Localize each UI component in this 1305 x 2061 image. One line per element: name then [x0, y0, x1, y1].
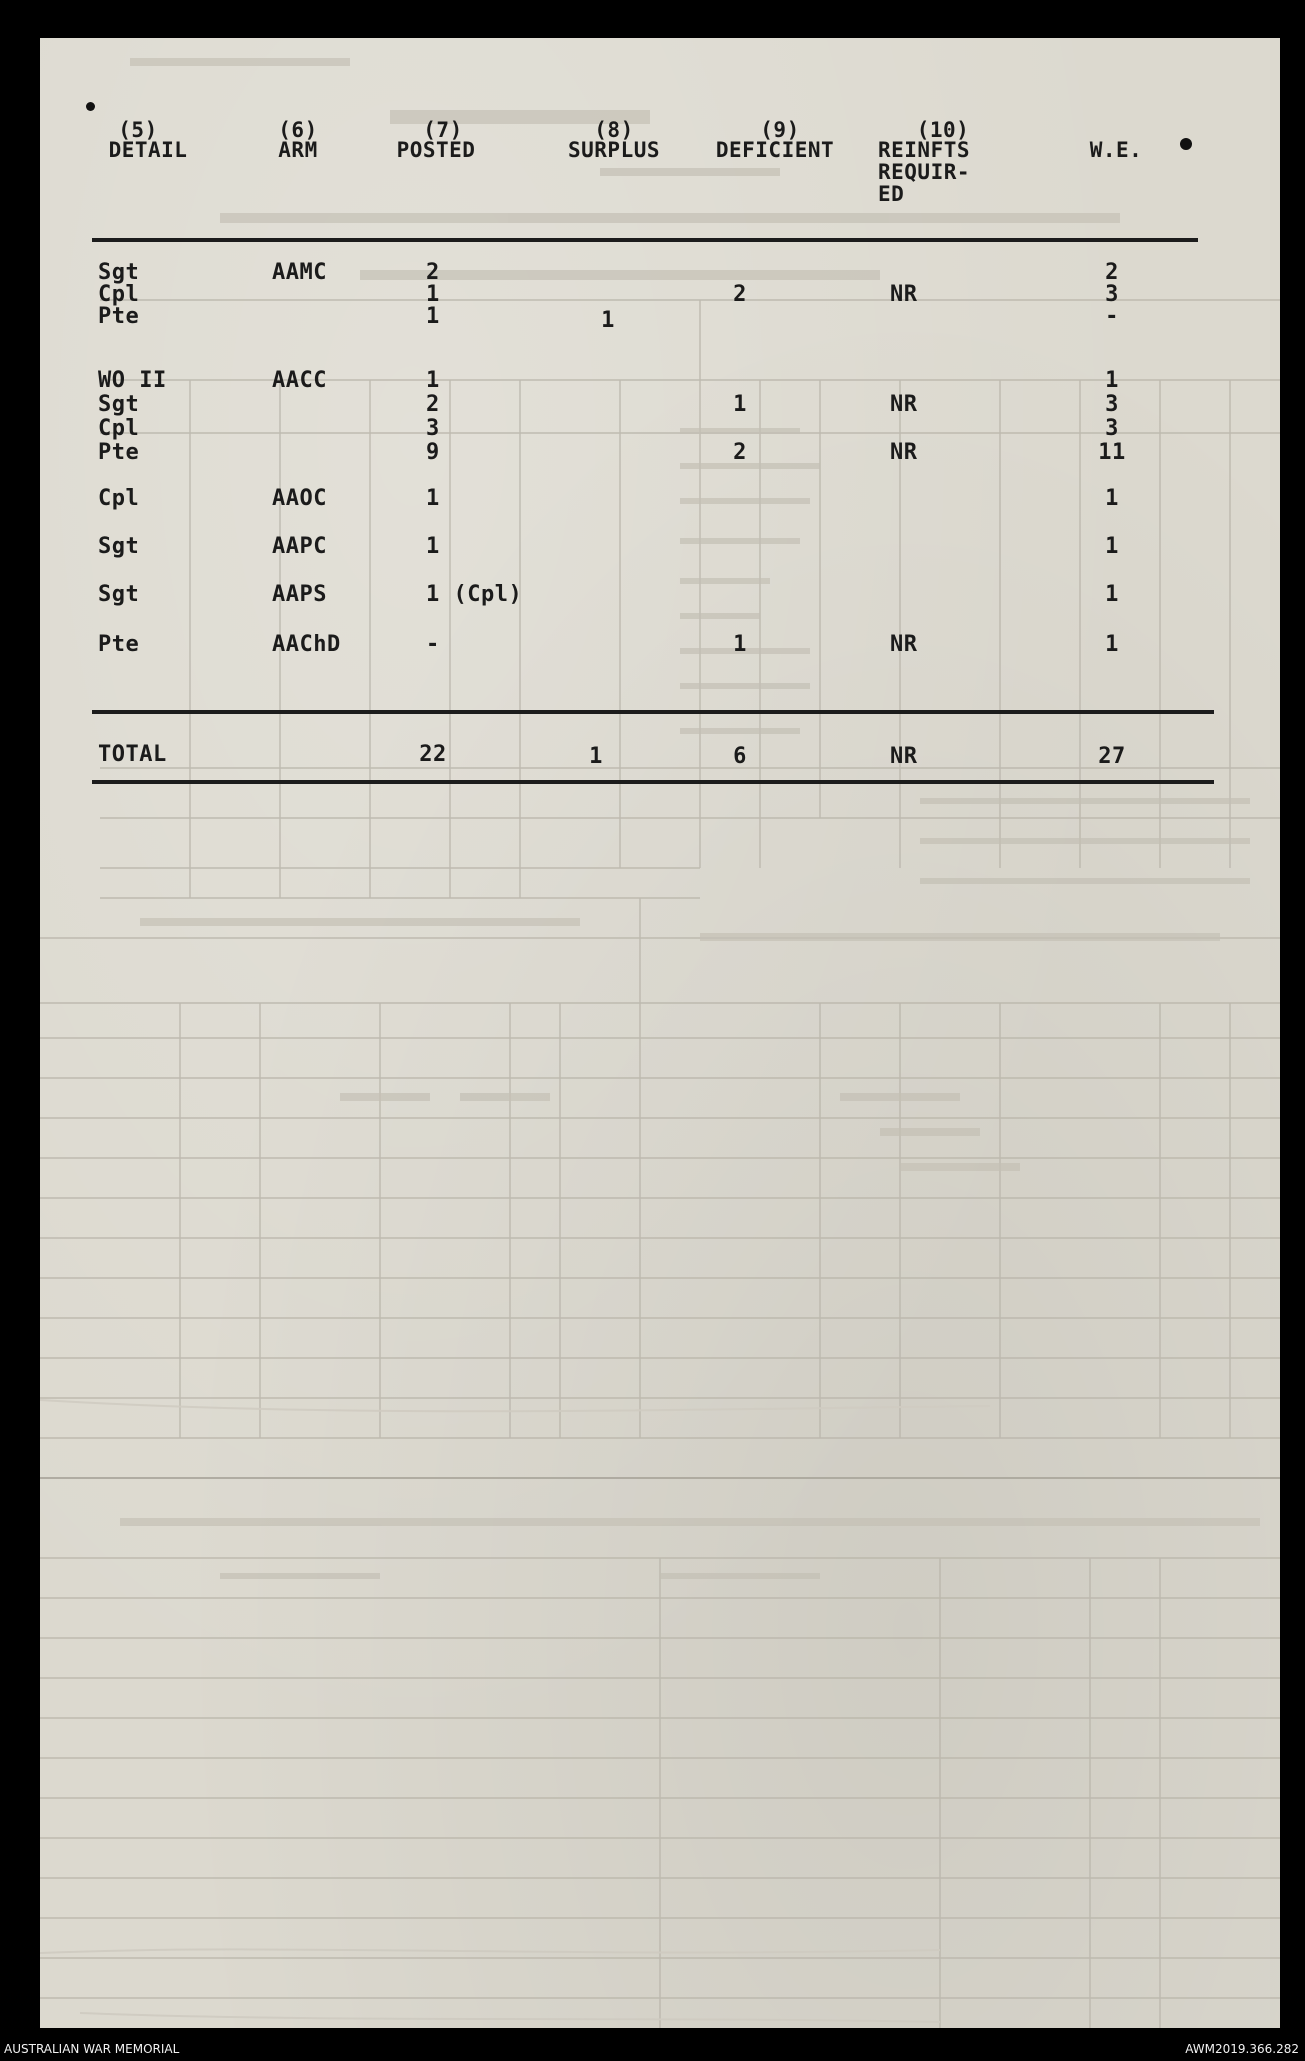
- col8-number: (8): [594, 118, 634, 142]
- row-3-surplus-cell: 1: [601, 308, 615, 333]
- row-4-detail-cell: WO II: [98, 368, 167, 393]
- row-3-posted-cell: 1: [426, 304, 440, 329]
- row-11-reinfts-cell: NR: [890, 632, 918, 657]
- col7-number: (7): [423, 118, 463, 142]
- row-7-deficient-cell: 2: [733, 440, 747, 465]
- col8-header: SURPLUS: [567, 138, 661, 162]
- total-reinfts: NR: [890, 744, 918, 769]
- row-5-we-cell: 3: [1105, 392, 1119, 417]
- total-label: TOTAL: [98, 742, 167, 767]
- row-8-detail-cell: Cpl: [98, 486, 140, 511]
- total-posted: 22: [419, 742, 447, 767]
- row-7-reinfts-cell: NR: [890, 440, 918, 465]
- row-5-reinfts-cell: NR: [890, 392, 918, 417]
- show-through-form-ghost: [40, 38, 1280, 2028]
- row-9-arm-cell: AAPC: [272, 534, 327, 559]
- row-10-posted-cell: 1 (Cpl): [426, 582, 523, 607]
- row-2-reinfts-cell: NR: [890, 282, 918, 307]
- col9-number: (9): [760, 118, 800, 142]
- header-rule: [92, 238, 1198, 242]
- row-11-posted-cell: -: [426, 632, 440, 657]
- col6-header: ARM: [278, 138, 318, 162]
- punch-hole-left: [86, 102, 95, 111]
- row-5-posted-cell: 2: [426, 392, 440, 417]
- row-4-arm-cell: AACC: [272, 368, 327, 393]
- row-8-we-cell: 1: [1105, 486, 1119, 511]
- document-sheet: [40, 38, 1280, 2028]
- row-6-we-cell: 3: [1105, 416, 1119, 441]
- footer-accession-number: AWM2019.366.282: [1185, 2042, 1299, 2056]
- punch-hole-right: [1180, 138, 1192, 150]
- row-8-posted-cell: 1: [426, 486, 440, 511]
- row-6-posted-cell: 3: [426, 416, 440, 441]
- total-surplus: 1: [589, 744, 603, 769]
- row-8-arm-cell: AAOC: [272, 486, 327, 511]
- col9-header: DEFICIENT: [715, 138, 835, 162]
- col7-header: POSTED: [396, 138, 476, 162]
- total-top-rule: [92, 710, 1214, 714]
- row-3-we-cell: -: [1105, 304, 1119, 329]
- row-9-detail-cell: Sgt: [98, 534, 140, 559]
- row-1-detail-cell: Sgt: [98, 260, 140, 285]
- col10-number: (10): [916, 118, 970, 142]
- row-6-detail-cell: Cpl: [98, 416, 140, 441]
- col5-header: DETAIL: [108, 138, 188, 162]
- row-5-detail-cell: Sgt: [98, 392, 140, 417]
- footer-credit: AUSTRALIAN WAR MEMORIAL: [4, 2042, 180, 2056]
- row-5-deficient-cell: 1: [733, 392, 747, 417]
- row-11-detail-cell: Pte: [98, 632, 140, 657]
- row-11-deficient-cell: 1: [733, 632, 747, 657]
- total-bottom-rule: [92, 780, 1214, 784]
- row-4-posted-cell: 1: [426, 368, 440, 393]
- row-2-detail-cell: Cpl: [98, 282, 140, 307]
- row-10-detail-cell: Sgt: [98, 582, 140, 607]
- row-7-posted-cell: 9: [426, 440, 440, 465]
- total-we: 27: [1098, 744, 1126, 769]
- row-2-posted-cell: 1: [426, 282, 440, 307]
- row-9-posted-cell: 1: [426, 534, 440, 559]
- row-7-detail-cell: Pte: [98, 440, 140, 465]
- row-10-we-cell: 1: [1105, 582, 1119, 607]
- row-4-we-cell: 1: [1105, 368, 1119, 393]
- row-2-deficient-cell: 2: [733, 282, 747, 307]
- col5-number: (5): [118, 118, 158, 142]
- row-7-we-cell: 11: [1098, 440, 1126, 465]
- row-1-we-cell: 2: [1105, 260, 1119, 285]
- row-10-arm-cell: AAPS: [272, 582, 327, 607]
- row-2-we-cell: 3: [1105, 282, 1119, 307]
- total-deficient: 6: [733, 744, 747, 769]
- row-1-arm-cell: AAMC: [272, 260, 327, 285]
- col10-header-line1: REINFTS: [878, 138, 971, 162]
- col10-header-line2: REQUIR-: [878, 160, 971, 184]
- row-11-we-cell: 1: [1105, 632, 1119, 657]
- row-11-arm-cell: AAChD: [272, 632, 341, 657]
- col10-header-line3: ED: [878, 182, 905, 206]
- row-3-detail-cell: Pte: [98, 304, 140, 329]
- col6-number: (6): [278, 118, 318, 142]
- row-9-we-cell: 1: [1105, 534, 1119, 559]
- row-1-posted-cell: 2: [426, 260, 440, 285]
- we-header: W.E.: [1089, 138, 1143, 162]
